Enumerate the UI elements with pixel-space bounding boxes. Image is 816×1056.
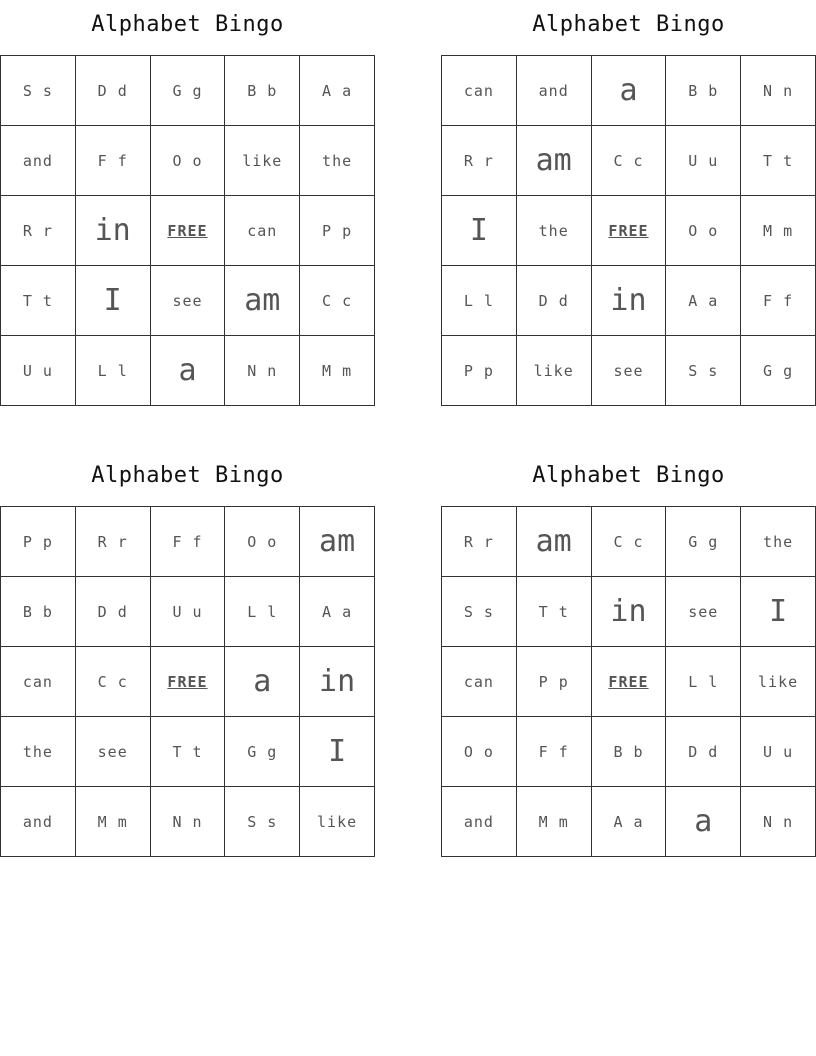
- bingo-cell: C c: [300, 266, 375, 336]
- bingo-cell: can: [442, 56, 517, 126]
- bingo-cell: D d: [517, 266, 592, 336]
- bingo-cell: a: [666, 787, 741, 857]
- bingo-cell: M m: [76, 787, 151, 857]
- bingo-cell: G g: [741, 336, 816, 406]
- bingo-cell: like: [225, 126, 300, 196]
- free-space-cell: FREE: [151, 196, 226, 266]
- bingo-grid: [441, 55, 816, 406]
- free-space-cell: FREE: [151, 647, 226, 717]
- bingo-cell: B b: [1, 577, 76, 647]
- bingo-cell: F f: [151, 507, 226, 577]
- bingo-cell: am: [225, 266, 300, 336]
- bingo-cell: P p: [300, 196, 375, 266]
- bingo-cell: N n: [225, 336, 300, 406]
- bingo-cell: and: [1, 126, 76, 196]
- bingo-cell: R r: [442, 507, 517, 577]
- bingo-cell: F f: [76, 126, 151, 196]
- bingo-grid: [441, 506, 816, 857]
- bingo-cell: am: [517, 507, 592, 577]
- bingo-cell: and: [1, 787, 76, 857]
- bingo-cell: L l: [76, 336, 151, 406]
- bingo-cell: T t: [1, 266, 76, 336]
- bingo-cell: R r: [76, 507, 151, 577]
- bingo-cell: G g: [225, 717, 300, 787]
- bingo-cell: M m: [300, 336, 375, 406]
- card-title: Alphabet Bingo: [91, 12, 284, 37]
- bingo-cell: U u: [151, 577, 226, 647]
- bingo-cell: N n: [741, 787, 816, 857]
- bingo-cell: D d: [76, 56, 151, 126]
- bingo-cell: and: [442, 787, 517, 857]
- bingo-cell: T t: [741, 126, 816, 196]
- bingo-grid: [0, 506, 375, 857]
- bingo-cell: can: [1, 647, 76, 717]
- bingo-cell: and: [517, 56, 592, 126]
- bingo-cell: in: [592, 266, 667, 336]
- bingo-cell: U u: [741, 717, 816, 787]
- bingo-cell: O o: [442, 717, 517, 787]
- bingo-cell: in: [76, 196, 151, 266]
- bingo-cell: like: [300, 787, 375, 857]
- bingo-cell: the: [300, 126, 375, 196]
- bingo-cell: T t: [151, 717, 226, 787]
- bingo-cell: M m: [741, 196, 816, 266]
- bingo-cell: P p: [517, 647, 592, 717]
- bingo-cell: am: [517, 126, 592, 196]
- bingo-cell: C c: [76, 647, 151, 717]
- bingo-cell: F f: [517, 717, 592, 787]
- bingo-cell: A a: [300, 577, 375, 647]
- bingo-cell: D d: [666, 717, 741, 787]
- bingo-cell: O o: [225, 507, 300, 577]
- bingo-cell: T t: [517, 577, 592, 647]
- bingo-cell: S s: [1, 56, 76, 126]
- bingo-cell: the: [741, 507, 816, 577]
- bingo-cell: I: [442, 196, 517, 266]
- bingo-cell: R r: [1, 196, 76, 266]
- bingo-cell: the: [517, 196, 592, 266]
- bingo-cell: in: [592, 577, 667, 647]
- bingo-cell: S s: [442, 577, 517, 647]
- bingo-cell: a: [151, 336, 226, 406]
- bingo-cell: N n: [741, 56, 816, 126]
- bingo-cell: see: [666, 577, 741, 647]
- bingo-cell: like: [741, 647, 816, 717]
- free-space-cell: FREE: [592, 647, 667, 717]
- bingo-cell: L l: [225, 577, 300, 647]
- bingo-cell: G g: [151, 56, 226, 126]
- bingo-cell: I: [76, 266, 151, 336]
- bingo-cell: see: [592, 336, 667, 406]
- bingo-cell: P p: [1, 507, 76, 577]
- bingo-grid: [0, 55, 375, 406]
- bingo-cell: F f: [741, 266, 816, 336]
- bingo-cell: L l: [442, 266, 517, 336]
- bingo-cell: I: [300, 717, 375, 787]
- bingo-cell: M m: [517, 787, 592, 857]
- bingo-cell: B b: [225, 56, 300, 126]
- bingo-cell: I: [741, 577, 816, 647]
- bingo-cell: C c: [592, 507, 667, 577]
- bingo-cell: O o: [666, 196, 741, 266]
- bingo-cell: see: [76, 717, 151, 787]
- bingo-cell: see: [151, 266, 226, 336]
- bingo-cell: U u: [666, 126, 741, 196]
- bingo-cell: G g: [666, 507, 741, 577]
- bingo-cell: R r: [442, 126, 517, 196]
- bingo-cell: am: [300, 507, 375, 577]
- bingo-cell: B b: [592, 717, 667, 787]
- bingo-cell: S s: [666, 336, 741, 406]
- bingo-cell: D d: [76, 577, 151, 647]
- bingo-cell: P p: [442, 336, 517, 406]
- bingo-cell: C c: [592, 126, 667, 196]
- bingo-cell: U u: [1, 336, 76, 406]
- bingo-cell: O o: [151, 126, 226, 196]
- bingo-cell: A a: [300, 56, 375, 126]
- bingo-cell: a: [592, 56, 667, 126]
- bingo-cell: A a: [666, 266, 741, 336]
- card-title: Alphabet Bingo: [532, 463, 725, 488]
- card-title: Alphabet Bingo: [91, 463, 284, 488]
- bingo-cell: L l: [666, 647, 741, 717]
- bingo-cell: a: [225, 647, 300, 717]
- card-title: Alphabet Bingo: [532, 12, 725, 37]
- bingo-cell: B b: [666, 56, 741, 126]
- free-space-cell: FREE: [592, 196, 667, 266]
- bingo-cell: N n: [151, 787, 226, 857]
- bingo-cell: A a: [592, 787, 667, 857]
- bingo-cell: the: [1, 717, 76, 787]
- bingo-cell: in: [300, 647, 375, 717]
- bingo-cell: can: [225, 196, 300, 266]
- bingo-cell: S s: [225, 787, 300, 857]
- bingo-cell: can: [442, 647, 517, 717]
- bingo-cell: like: [517, 336, 592, 406]
